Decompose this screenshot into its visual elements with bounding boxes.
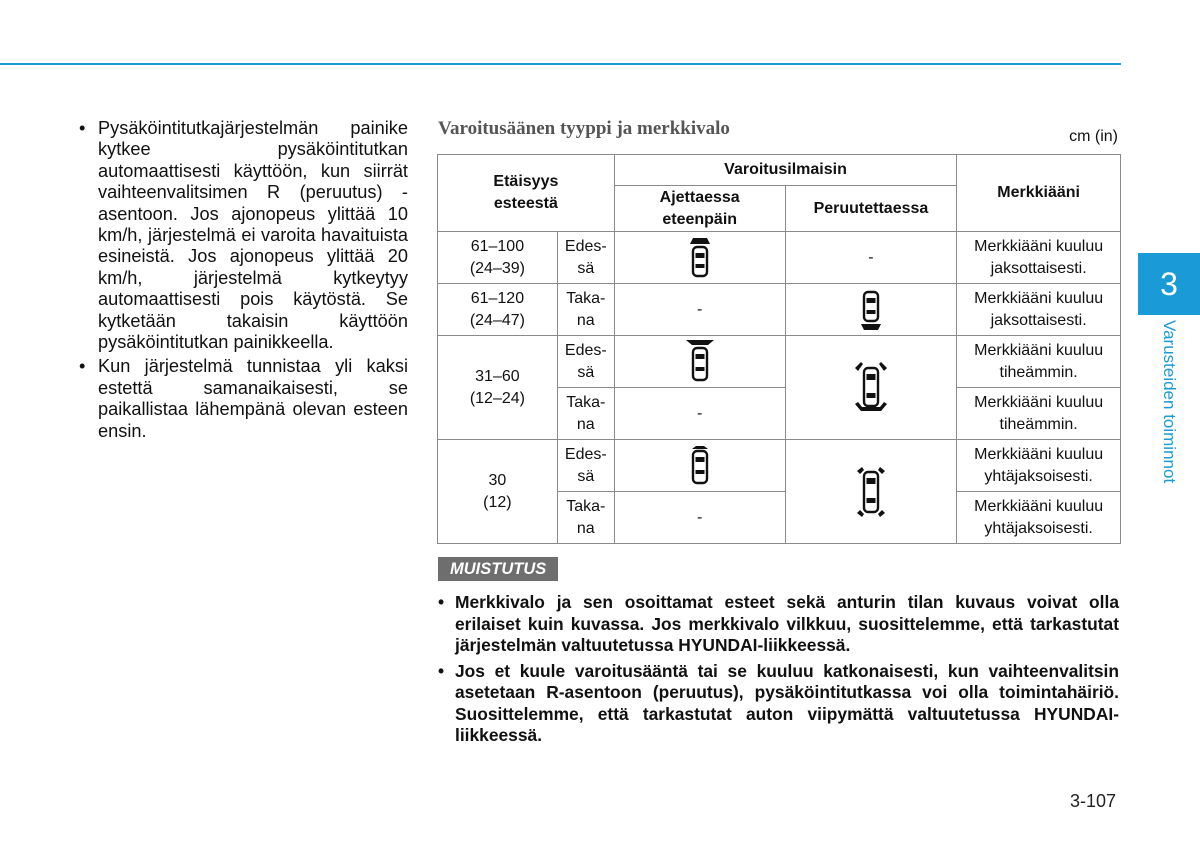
sound-cell: Merkkiääni kuuluu yhtäjaksoisesti.	[957, 440, 1121, 492]
note-list	[438, 592, 1119, 751]
top-rule	[0, 63, 1121, 65]
header-distance: Etäisyys esteestä	[438, 155, 615, 232]
position-cell: Taka-na	[557, 284, 614, 336]
position-cell: Edes-sä	[557, 232, 614, 284]
sound-cell: Merkkiääni kuuluu tiheämmin.	[957, 388, 1121, 440]
page-number: 3-107	[1069, 791, 1116, 811]
header-reverse: Peruutettaessa	[785, 186, 957, 232]
reverse-cell: -	[785, 232, 957, 284]
note-bullet: • Merkkivalo ja sen osoittamat esteet sekä anturin tilan kuvaus voivat olla erilaiset kuin kuvassa. Jos merkkivalo vilkkuu, suosittelemme, että tarkastutat järjestelmän valtuutetussa HYUNDAI-liikkeessä.	[438, 592, 1119, 657]
left-bullet: • Kun järjestelmä tunnistaa yli kaksi estettä samanaikaisesti, se paikallistaa lähempänä olevan esteen ensin.	[77, 356, 408, 442]
header-forward: Ajettaessa eteenpäin	[614, 186, 785, 232]
forward-cell: -	[614, 492, 785, 544]
sound-cell: Merkkiääni kuuluu tiheämmin.	[957, 336, 1121, 388]
forward-cell: -	[614, 388, 785, 440]
units-label: cm (in)	[1069, 128, 1118, 145]
car-front-icon	[614, 336, 785, 388]
car-front-center-icon	[614, 232, 785, 284]
note-bullet: • Jos et kuule varoitusääntä tai se kuuluu katkonaisesti, kun vaihteenvalitsin asetetaan R-asentoon (peruutus), pysäköintitutkassa voi olla toimintahäiriö. Suosittelemme, että tarkastutat auton viipymättä valtuutetussa HYUNDAI-liikkeessä.	[438, 661, 1119, 747]
distance-cell: 31–60 (12–24)	[438, 336, 558, 440]
sound-cell: Merkkiääni kuuluu yhtäjaksoisesti.	[957, 492, 1121, 544]
position-cell: Edes-sä	[557, 440, 614, 492]
position-cell: Edes-sä	[557, 336, 614, 388]
car-front-rear-icon	[785, 336, 957, 440]
car-corners-icon	[785, 440, 957, 544]
distance-cell: 61–120 (24–47)	[438, 284, 558, 336]
header-indicator: Varoitusilmaisin	[614, 155, 956, 186]
position-cell: Taka-na	[557, 492, 614, 544]
distance-cell: 61–100 (24–39)	[438, 232, 558, 284]
note-label: MUISTUTUS	[438, 557, 558, 581]
position-cell: Taka-na	[557, 388, 614, 440]
forward-cell: -	[614, 284, 785, 336]
left-bullet: • Pysäköintitutkajärjestelmän painike kytkee pysäköintitutkan automaattisesti käyttöön, kun siirrät vaihteenvalitsimen R (peruutus) -asentoon. Jos ajonopeus ylittää 10 km/h, järjestelmä ei varoita havaituista esineistä. Jos ajonopeus ylittää 20 km/h, järjestelmä kytkeytyy automaattisesti pois käytöstä. Se kytketään takaisin käyttöön pysäköintitutkan painikkeella.	[77, 118, 408, 353]
table-title: Varoitusäänen tyyppi ja merkkivalo	[438, 118, 730, 139]
warning-table	[437, 154, 1121, 544]
sound-cell: Merkkiääni kuuluu jaksottaisesti.	[957, 232, 1121, 284]
header-sound: Merkkiääni	[957, 155, 1121, 232]
chapter-title: Varusteiden toiminnot	[1160, 320, 1179, 484]
chapter-number-tab: 3	[1138, 253, 1200, 315]
car-front-close-icon	[614, 440, 785, 492]
left-column	[77, 118, 408, 445]
distance-cell: 30 (12)	[438, 440, 558, 544]
car-rear-center-icon	[785, 284, 957, 336]
sound-cell: Merkkiääni kuuluu jaksottaisesti.	[957, 284, 1121, 336]
